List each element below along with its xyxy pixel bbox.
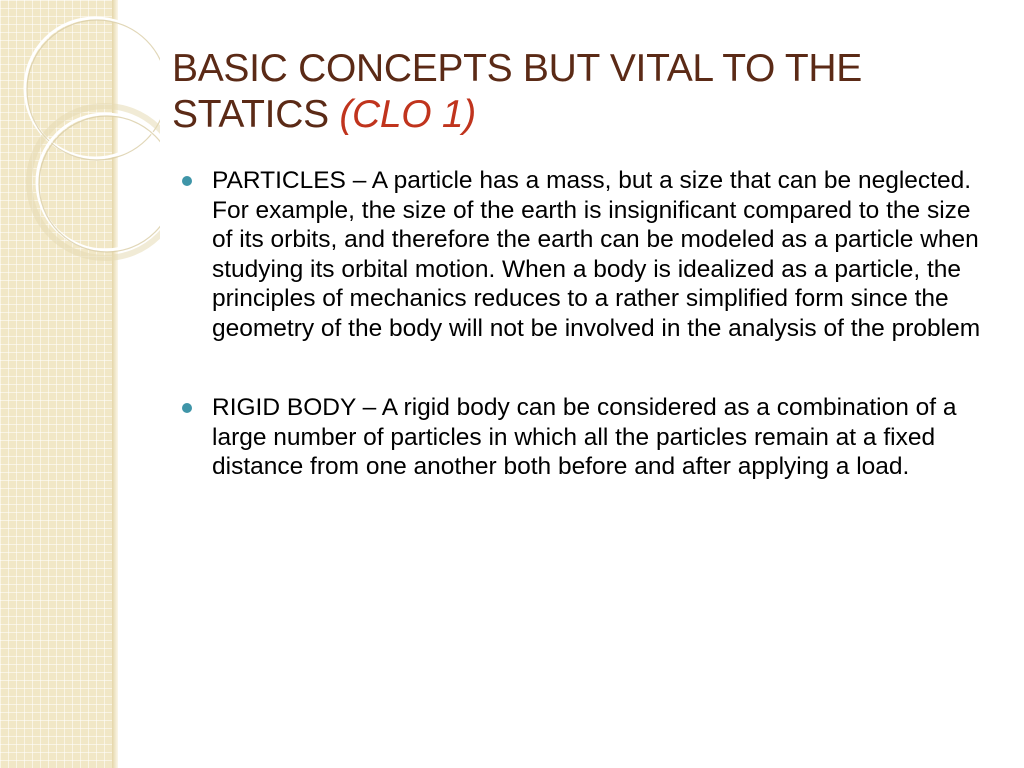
bullet-item-rigid-body [180,393,996,482]
bullet-dot-icon [182,176,192,186]
slide-title [172,46,1002,138]
ring-top-shadow [27,20,160,160]
bullet-text-particles: PARTICLES – A particle has a mass, but a size that can be neglected. For example, the size of the earth is insignificant compared to the size of its orbits, and therefore the earth can be modeled as a particle when studying its orbital motion. When a body is idealized as a particle, the principles of mechanics reduces to a rather simplified form since the geometry of the body will not be involved in the analysis of the problem [212,167,981,342]
bullet-dot-icon [182,403,192,413]
bullet-text-rigid-body: RIGID BODY – A rigid body can be considered as a combination of a large number of particles in which all the particles remain at a fixed distance from one another both before and after applying a load. [212,394,957,480]
ring-bottom-outer [29,106,160,258]
bullet-list [180,166,996,482]
decorative-rings [0,0,160,300]
slide-title-main: BASIC CONCEPTS BUT VITAL TO THE STATICS [172,47,862,136]
bullet-item-particles [180,166,996,343]
ring-bottom [37,114,160,250]
slide-title-clo: (CLO 1) [339,93,476,136]
